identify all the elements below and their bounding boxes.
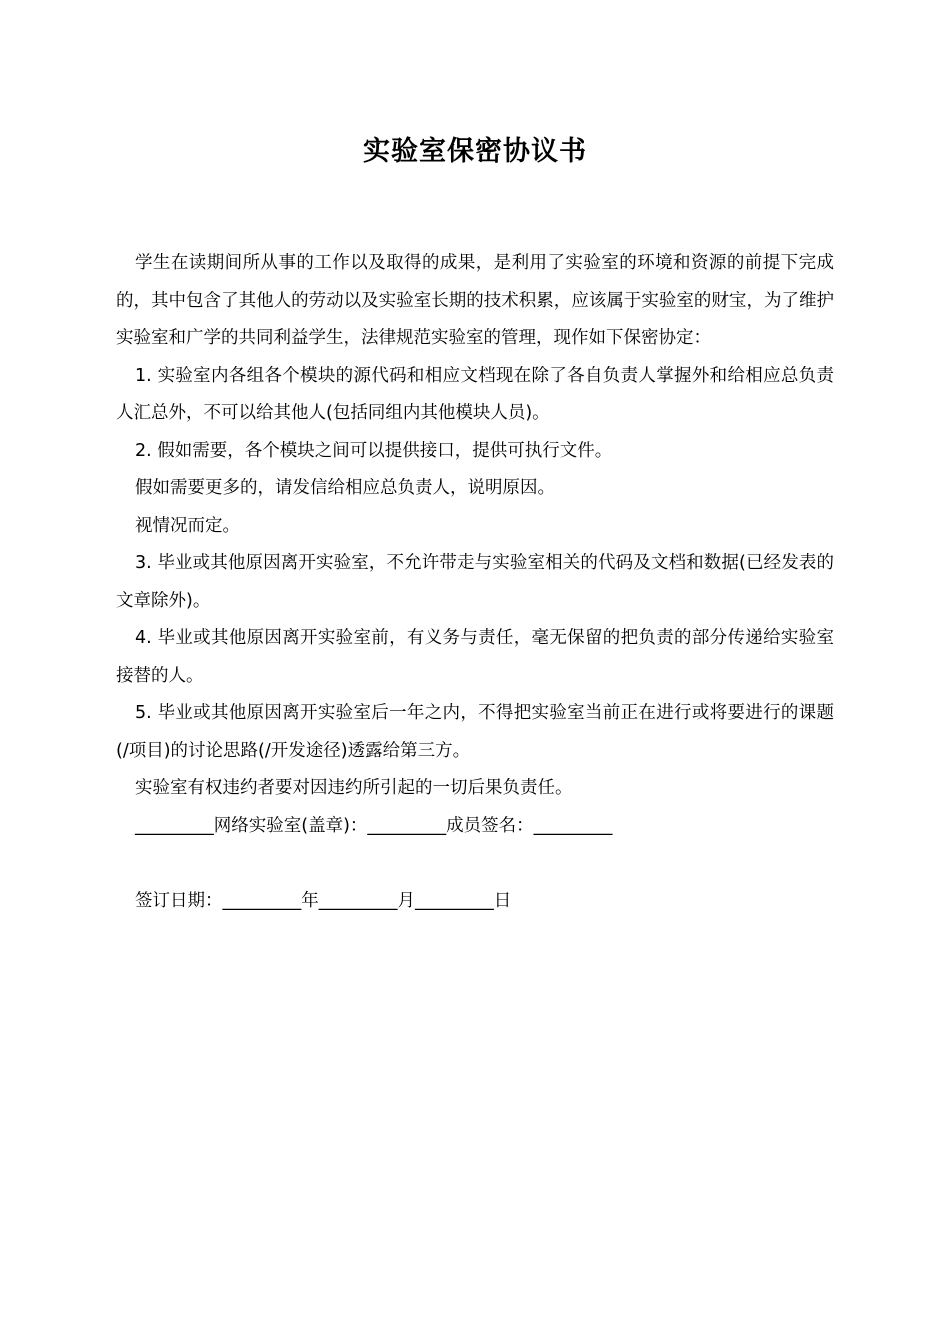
clause-2: 2. 假如需要，各个模块之间可以提供接口，提供可执行文件。 <box>135 440 613 461</box>
document-title: 实验室保密协议书 <box>363 136 587 167</box>
date-line: 签订日期：_________年_________月_________日 <box>135 890 512 911</box>
clause-1: 1. 实验室内各组各个模块的源代码和相应文档现在除了各自负责人掌握外和给相应总负责人汇总外，不可以给其他人(包括同组内其他模块人员)。 <box>116 365 834 423</box>
intro-paragraph: 学生在读期间所从事的工作以及取得的成果，是利用了实验室的环境和资源的前提下完成的，其中包含了其他人的劳动以及实验室长期的技术积累，应该属于实验室的财宝，为了维护实验室和广学的共同利益学生，法律规范实验室的管理，现作如下保密协定： <box>116 253 834 348</box>
clause-2-note-1: 假如需要更多的，请发信给相应总负责人，说明原因。 <box>135 478 555 498</box>
blank-spacer <box>116 845 834 883</box>
document-body <box>116 245 834 920</box>
clause-4: 4. 毕业或其他原因离开实验室前，有义务与责任，毫无保留的把负责的部分传递给实验室接替的人。 <box>116 628 834 686</box>
clause-3: 3. 毕业或其他原因离开实验室，不允许带走与实验室相关的代码及文档和数据(已经发表的文章除外)。 <box>116 553 834 611</box>
clause-5: 5. 毕业或其他原因离开实验室后一年之内，不得把实验室当前正在进行或将要进行的课题(/项目)的讨论思路(/开发途径)透露给第三方。 <box>116 703 834 761</box>
liability-statement: 实验室有权违约者要对因违约所引起的一切后果负责任。 <box>135 778 573 798</box>
signature-line: _________网络实验室(盖章)：_________成员签名：_________ <box>135 815 613 836</box>
clause-2-note-2: 视情况而定。 <box>135 515 240 536</box>
